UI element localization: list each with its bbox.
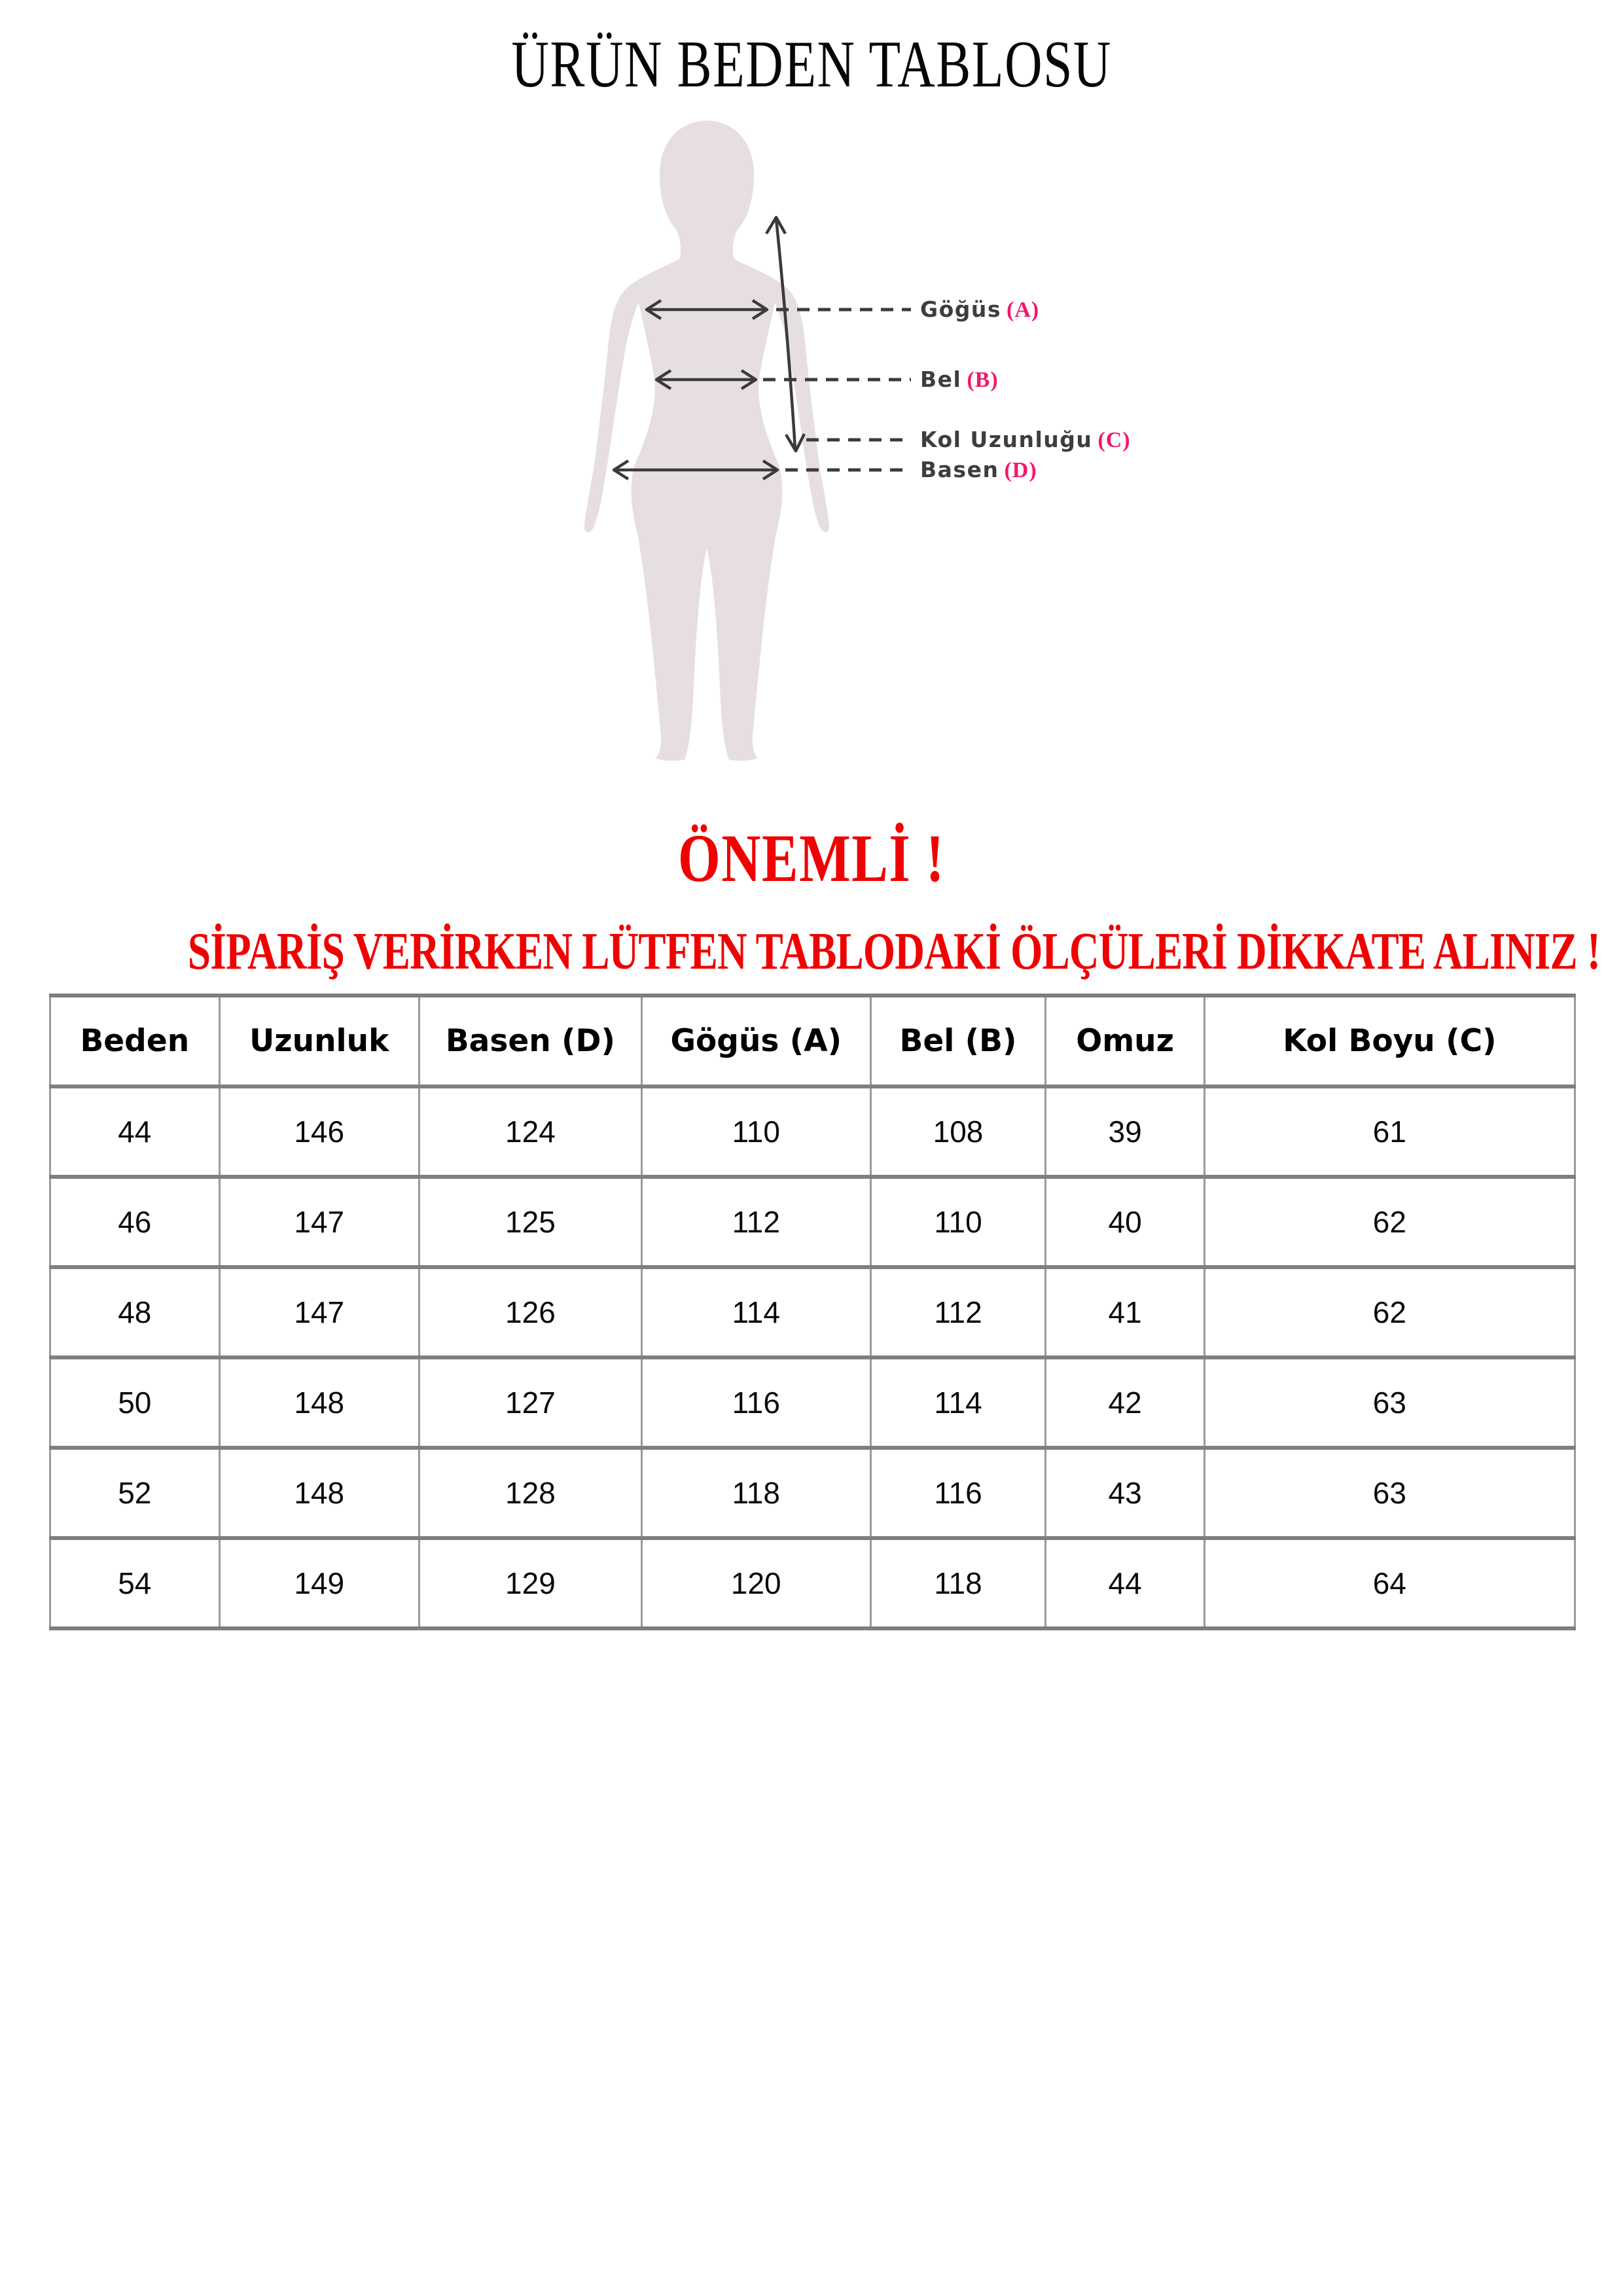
table-cell: 147 xyxy=(219,1267,419,1357)
table-cell: 120 xyxy=(642,1538,871,1628)
table-cell: 149 xyxy=(219,1538,419,1628)
measure-label-letter: (C) xyxy=(1097,428,1131,452)
table-cell: 114 xyxy=(642,1267,871,1357)
table-cell: 42 xyxy=(1046,1357,1204,1448)
table-cell: 40 xyxy=(1046,1177,1204,1267)
table-cell: 148 xyxy=(219,1448,419,1538)
table-cell: 116 xyxy=(642,1357,871,1448)
table-cell: 148 xyxy=(219,1357,419,1448)
measure-label-letter: (A) xyxy=(1007,298,1040,322)
important-heading xyxy=(0,819,1623,898)
table-cell: 118 xyxy=(870,1538,1046,1628)
table-cell: 129 xyxy=(419,1538,641,1628)
measure-label-bel xyxy=(920,367,999,393)
table-cell: 116 xyxy=(870,1448,1046,1538)
page-title-text: ÜRÜN BEDEN TABLOSU xyxy=(511,27,1112,101)
size-table-body xyxy=(50,1086,1575,1628)
table-cell: 52 xyxy=(50,1448,220,1538)
table-cell: 46 xyxy=(50,1177,220,1267)
column-header: Kol Boyu (C) xyxy=(1204,996,1575,1086)
table-row xyxy=(50,1086,1575,1177)
table-cell: 62 xyxy=(1204,1177,1575,1267)
size-table-header xyxy=(50,996,1575,1086)
table-cell: 110 xyxy=(642,1086,871,1177)
figure-svg xyxy=(556,111,1145,844)
measure-label-text: Kol Uzunluğu xyxy=(920,427,1093,452)
size-table-section xyxy=(49,994,1576,1626)
measure-label-text: Göğüs xyxy=(920,296,1002,322)
measure-label-letter: (D) xyxy=(1004,458,1037,482)
table-cell: 126 xyxy=(419,1267,641,1357)
table-cell: 63 xyxy=(1204,1357,1575,1448)
table-row xyxy=(50,1177,1575,1267)
table-cell: 48 xyxy=(50,1267,220,1357)
column-header: Bel (B) xyxy=(870,996,1046,1086)
column-header: Beden xyxy=(50,996,220,1086)
table-cell: 62 xyxy=(1204,1267,1575,1357)
column-header: Omuz xyxy=(1046,996,1204,1086)
table-cell: 110 xyxy=(870,1177,1046,1267)
table-cell: 114 xyxy=(870,1357,1046,1448)
table-cell: 61 xyxy=(1204,1086,1575,1177)
table-cell: 44 xyxy=(50,1086,220,1177)
measure-label-kol xyxy=(920,427,1131,453)
table-cell: 39 xyxy=(1046,1086,1204,1177)
table-cell: 63 xyxy=(1204,1448,1575,1538)
table-cell: 108 xyxy=(870,1086,1046,1177)
table-cell: 54 xyxy=(50,1538,220,1628)
size-table xyxy=(49,994,1576,1630)
table-row xyxy=(50,1448,1575,1538)
table-cell: 50 xyxy=(50,1357,220,1448)
warning-text-content: SİPARİŞ VERİRKEN LÜTFEN TABLODAKİ ÖLÇÜLERİ DİKKATE ALINIZ ! xyxy=(187,923,1601,980)
warning-text xyxy=(0,923,1623,980)
column-header: Uzunluk xyxy=(219,996,419,1086)
measure-label-text: Basen xyxy=(920,457,999,482)
table-cell: 128 xyxy=(419,1448,641,1538)
table-cell: 112 xyxy=(642,1177,871,1267)
important-heading-text: ÖNEMLİ ! xyxy=(678,821,945,896)
table-row xyxy=(50,1357,1575,1448)
table-cell: 147 xyxy=(219,1177,419,1267)
table-cell: 118 xyxy=(642,1448,871,1538)
table-cell: 43 xyxy=(1046,1448,1204,1538)
measure-label-text: Bel xyxy=(920,367,962,392)
table-cell: 64 xyxy=(1204,1538,1575,1628)
table-cell: 127 xyxy=(419,1357,641,1448)
table-cell: 112 xyxy=(870,1267,1046,1357)
table-row xyxy=(50,1538,1575,1628)
table-cell: 125 xyxy=(419,1177,641,1267)
table-cell: 146 xyxy=(219,1086,419,1177)
column-header: Basen (D) xyxy=(419,996,641,1086)
measure-label-gogus xyxy=(920,296,1039,323)
table-cell: 41 xyxy=(1046,1267,1204,1357)
measure-label-basen xyxy=(920,457,1037,483)
table-header-row xyxy=(50,996,1575,1086)
table-cell: 44 xyxy=(1046,1538,1204,1628)
column-header: Gögüs (A) xyxy=(642,996,871,1086)
table-cell: 124 xyxy=(419,1086,641,1177)
measure-label-letter: (B) xyxy=(967,368,999,392)
page-title xyxy=(0,26,1623,103)
table-row xyxy=(50,1267,1575,1357)
body-silhouette xyxy=(584,120,830,761)
